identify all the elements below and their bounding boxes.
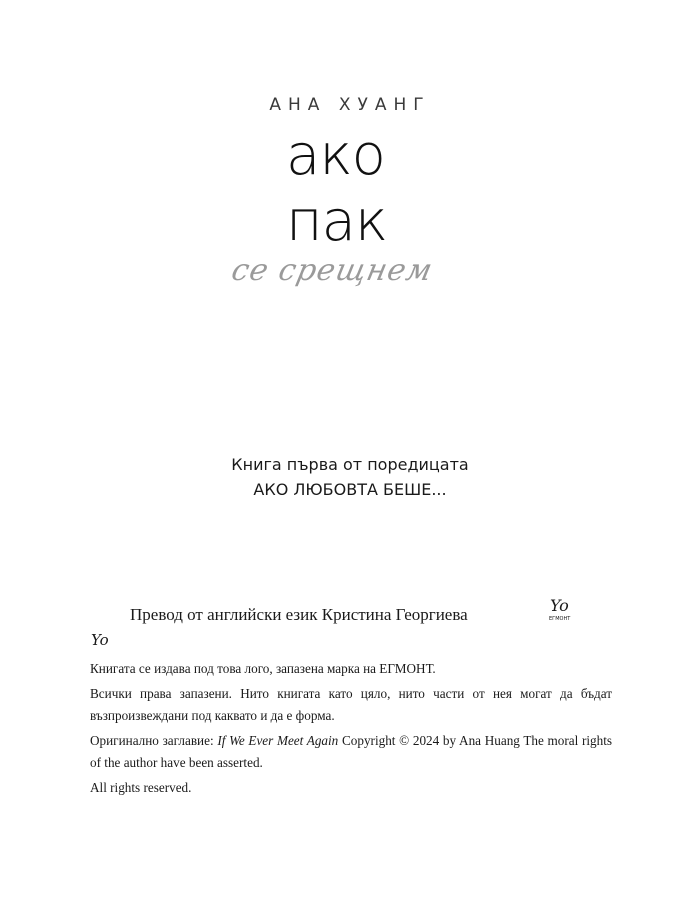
legal-notice: [90, 658, 612, 801]
copyright-text: Copyright © 2024 by Ana Huang The moral rights of the author have been asserted.: [90, 732, 613, 770]
copyright-note: [90, 730, 612, 775]
logo-monogram: Yo: [550, 596, 569, 615]
author-name: АНА ХУАНГ: [269, 95, 431, 115]
rights-note: Всички права запазени. Нито книгата като цяло, нито части от нея могат да бъдат възпроизвеждани под каквато и да е форма.: [90, 685, 612, 723]
translator-credit: Превод от английски език Кристина Георгиева: [130, 605, 468, 624]
logo-monogram-left: Yo: [91, 631, 109, 649]
title-line-2: пак: [286, 189, 388, 254]
title-line-1: ако: [286, 123, 385, 188]
original-title-label: Оригинално заглавие:: [90, 732, 218, 748]
series-line-1: Книга първа от поредицата: [231, 455, 469, 474]
all-rights-note: All rights reserved.: [90, 779, 192, 795]
original-title: If We Ever Meet Again: [217, 732, 339, 748]
egmont-logo-icon: [548, 596, 578, 622]
trademark-note: Книгата се издава под това лого, запазена марка на ЕГМОНТ.: [90, 661, 436, 676]
logo-caption: ЕГМОНТ: [549, 616, 571, 622]
series-info: [0, 452, 700, 502]
title-script: се срещнем: [228, 253, 437, 288]
monogram-icon: [90, 630, 114, 650]
series-line-2: АКО ЛЮБОВТА БЕШЕ...: [253, 480, 447, 499]
